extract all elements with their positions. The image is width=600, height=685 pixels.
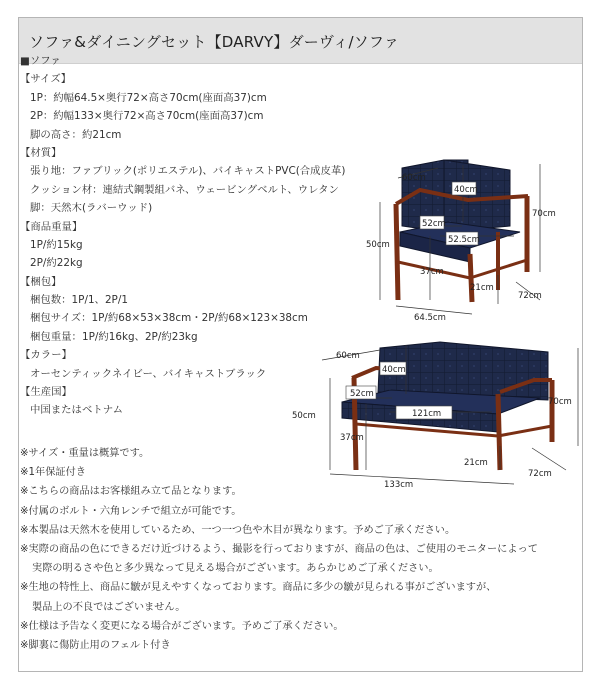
note-line: ※本製品は天然木を使用しているため、一つ一つ色や木目が異なります。予めご了承ください。 (20, 524, 456, 536)
spec-line: 梱包重量：1P/約16kg、2P/約23kg (30, 330, 198, 343)
spec-line: 【カラー】 (20, 349, 72, 362)
dim-2p-arm-depth: 60cm (336, 351, 360, 361)
spec-line: 1P/約15kg (30, 238, 83, 251)
spec-line: 1P：約幅64.5×奥行72×高さ70cm(座面高37)cm (30, 91, 267, 104)
note-line: 実際の明るさや色と多少異なって見える場合がございます。あらかじめご了承ください。 (32, 563, 439, 575)
note-line: 製品上の不良ではございません。 (32, 601, 186, 613)
dim-1p-arm-height: 50cm (366, 240, 390, 250)
spec-line: 梱包サイズ：1P/約68×53×38cm・2P/約68×123×38cm (30, 312, 308, 325)
spec-line: クッション材：連結式鋼製組バネ、ウェービングベルト、ウレタン (30, 183, 339, 196)
dim-1p-leg-height: 21cm (470, 283, 494, 293)
spec-line: 張り地：ファブリック(ポリエステル)、バイキャストPVC(合成皮革) (30, 165, 346, 178)
dim-1p-seat-height: 37cm (420, 267, 444, 277)
spec-line: 2P/約22kg (30, 257, 83, 270)
spec-line: 中国またはベトナム (30, 404, 123, 417)
note-line: ※実際の商品の色にできるだけ近づけるよう、撮影を行っておりますが、商品の色は、ご使用のモニターによって (20, 543, 538, 555)
spec-line: 【商品重量】 (20, 220, 83, 233)
dim-2p-depth: 72cm (528, 469, 552, 479)
dim-2p-seat-depth: 52cm (350, 389, 374, 399)
dim-1p-back-height: 40cm (454, 185, 478, 195)
spec-line: 【材質】 (20, 146, 62, 159)
dim-2p-seat-height: 37cm (340, 433, 364, 443)
note-line: ※脚裏に傷防止用のフェルト付き (20, 639, 171, 651)
note-line: ※仕様は予告なく変更になる場合がございます。予めご了承ください。 (20, 620, 344, 632)
dim-1p-seat-depth: 52cm (422, 219, 446, 229)
dim-2p-leg-height: 21cm (464, 458, 488, 468)
spec-line: 【サイズ】 (20, 73, 72, 86)
dim-2p-back-height: 40cm (382, 365, 406, 375)
dim-2p-arm-height: 50cm (292, 411, 316, 421)
note-line: ※生地の特性上、商品に皺が見えやすくなっております。商品に多少の皺が見られる事がございますが、 (20, 582, 497, 594)
note-line: ※サイズ・重量は概算です。 (20, 448, 150, 459)
spec-line: 【生産国】 (20, 386, 72, 399)
spec-line: 脚：天然木(ラバーウッド) (30, 202, 153, 215)
dim-1p-depth: 72cm (518, 291, 542, 301)
spec-line: 脚の高さ：約21cm (30, 128, 122, 141)
note-line: ※1年保証付き (20, 467, 86, 479)
spec-line: ■ソファ (20, 55, 61, 67)
note-line: ※付属のボルト・六角レンチで組立が可能です。 (20, 505, 242, 517)
page-title: ソファ&ダイニングセット【DARVY】ダーヴィ/ソファ (29, 33, 400, 51)
dim-1p-arm-depth: 60cm (402, 173, 426, 183)
note-line: ※こちらの商品はお客様組み立て品となります。 (20, 486, 242, 498)
dim-1p-seat-width: 52.5cm (448, 235, 480, 245)
spec-line: 梱包数：1P/1、2P/1 (30, 294, 128, 307)
spec-line: 【梱包】 (20, 275, 62, 288)
dim-2p-total-height: 70cm (548, 397, 572, 407)
spec-line: 2P：約幅133×奥行72×高さ70cm(座面高37)cm (30, 110, 264, 123)
spec-line: オーセンティックネイビー、バイキャストブラック (30, 367, 267, 380)
dim-2p-width: 133cm (384, 480, 414, 490)
dim-2p-seat-width: 121cm (412, 409, 442, 419)
dim-1p-width: 64.5cm (414, 313, 446, 323)
dim-1p-total-height: 70cm (532, 209, 556, 219)
